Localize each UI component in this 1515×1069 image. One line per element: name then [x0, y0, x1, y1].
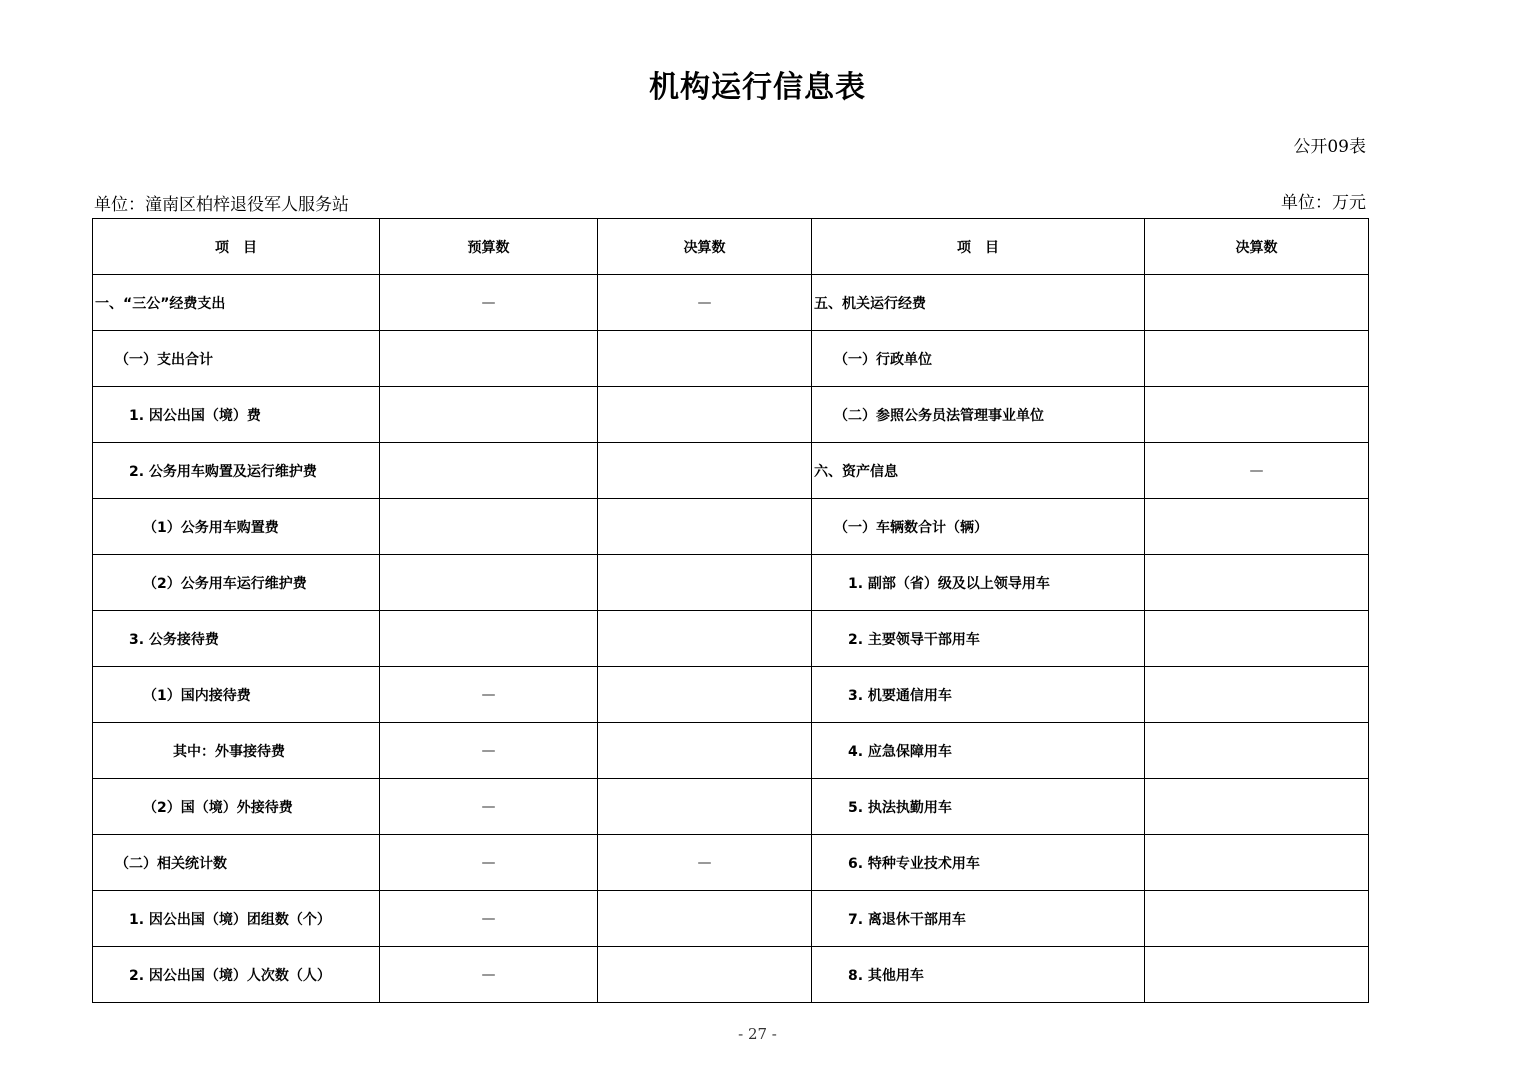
- row-left-label: （二）相关统计数: [93, 835, 380, 891]
- row-final: [598, 723, 812, 779]
- table-row: [93, 891, 1369, 947]
- table-row: [93, 387, 1369, 443]
- row-final: [598, 611, 812, 667]
- header-left-item: 项 目: [93, 219, 380, 275]
- row-left-label: 2. 因公出国（境）人次数（人）: [93, 947, 380, 1003]
- row-left-label: 1. 因公出国（境）团组数（个）: [93, 891, 380, 947]
- row-final: [598, 779, 812, 835]
- unit-organization: 单位：潼南区柏梓退役军人服务站: [94, 195, 349, 215]
- table-row: [93, 667, 1369, 723]
- row-right-final: [1145, 611, 1369, 667]
- row-left-label: 一、“三公”经费支出: [93, 275, 380, 331]
- row-right-final: [1145, 555, 1369, 611]
- row-budget: [380, 611, 598, 667]
- row-left-label: （1）公务用车购置费: [93, 499, 380, 555]
- row-right-final: [1145, 779, 1369, 835]
- table-row: [93, 779, 1369, 835]
- row-right-label: 5. 执法执勤用车: [812, 779, 1145, 835]
- row-final: [598, 331, 812, 387]
- row-right-label: 6. 特种专业技术用车: [812, 835, 1145, 891]
- table-row: [93, 443, 1369, 499]
- table-row: [93, 723, 1369, 779]
- row-right-final: [1145, 667, 1369, 723]
- row-right-label: 4. 应急保障用车: [812, 723, 1145, 779]
- row-right-label: 2. 主要领导干部用车: [812, 611, 1145, 667]
- row-final: —: [598, 275, 812, 331]
- row-right-final: [1145, 331, 1369, 387]
- row-final: —: [598, 835, 812, 891]
- row-budget: —: [380, 723, 598, 779]
- header-right-item: 项 目: [812, 219, 1145, 275]
- row-left-label: 2. 公务用车购置及运行维护费: [93, 443, 380, 499]
- table-row: [93, 835, 1369, 891]
- row-left-label: 其中：外事接待费: [93, 723, 380, 779]
- row-final: [598, 891, 812, 947]
- row-right-final: [1145, 387, 1369, 443]
- table-row: [93, 947, 1369, 1003]
- row-right-final: [1145, 723, 1369, 779]
- page-number: - 27 -: [738, 1025, 777, 1043]
- row-right-final: [1145, 275, 1369, 331]
- header-final: 决算数: [598, 219, 812, 275]
- row-budget: —: [380, 947, 598, 1003]
- row-right-final: [1145, 835, 1369, 891]
- row-right-final: [1145, 947, 1369, 1003]
- row-left-label: （2）公务用车运行维护费: [93, 555, 380, 611]
- row-budget: —: [380, 667, 598, 723]
- table-row: [93, 331, 1369, 387]
- row-right-label: 1. 副部（省）级及以上领导用车: [812, 555, 1145, 611]
- row-left-label: （一）支出合计: [93, 331, 380, 387]
- row-left-label: 3. 公务接待费: [93, 611, 380, 667]
- row-right-label: 8. 其他用车: [812, 947, 1145, 1003]
- row-right-label: 六、资产信息: [812, 443, 1145, 499]
- row-budget: [380, 387, 598, 443]
- header-budget: 预算数: [380, 219, 598, 275]
- row-right-label: 7. 离退休干部用车: [812, 891, 1145, 947]
- row-left-label: 1. 因公出国（境）费: [93, 387, 380, 443]
- row-right-label: 3. 机要通信用车: [812, 667, 1145, 723]
- row-right-final: [1145, 499, 1369, 555]
- row-budget: —: [380, 835, 598, 891]
- table-row: [93, 555, 1369, 611]
- page-title: 机构运行信息表: [649, 70, 866, 105]
- row-right-final: [1145, 891, 1369, 947]
- row-final: [598, 499, 812, 555]
- row-final: [598, 555, 812, 611]
- row-budget: [380, 555, 598, 611]
- header-right-final: 决算数: [1145, 219, 1369, 275]
- row-final: [598, 667, 812, 723]
- row-right-label: （二）参照公务员法管理事业单位: [812, 387, 1145, 443]
- row-budget: [380, 331, 598, 387]
- row-budget: [380, 499, 598, 555]
- table-row: [93, 275, 1369, 331]
- row-left-label: （1）国内接待费: [93, 667, 380, 723]
- row-budget: —: [380, 891, 598, 947]
- info-table: [92, 218, 1369, 1003]
- table-row: [93, 499, 1369, 555]
- row-right-label: （一）车辆数合计（辆）: [812, 499, 1145, 555]
- row-final: [598, 947, 812, 1003]
- table-header-row: [93, 219, 1369, 275]
- row-right-final: —: [1145, 443, 1369, 499]
- table-row: [93, 611, 1369, 667]
- row-budget: [380, 443, 598, 499]
- row-right-label: （一）行政单位: [812, 331, 1145, 387]
- row-budget: —: [380, 275, 598, 331]
- row-right-label: 五、机关运行经费: [812, 275, 1145, 331]
- row-final: [598, 387, 812, 443]
- row-left-label: （2）国（境）外接待费: [93, 779, 380, 835]
- form-number: 公开09表: [1293, 137, 1366, 157]
- row-budget: —: [380, 779, 598, 835]
- unit-currency: 单位：万元: [1281, 193, 1366, 213]
- row-final: [598, 443, 812, 499]
